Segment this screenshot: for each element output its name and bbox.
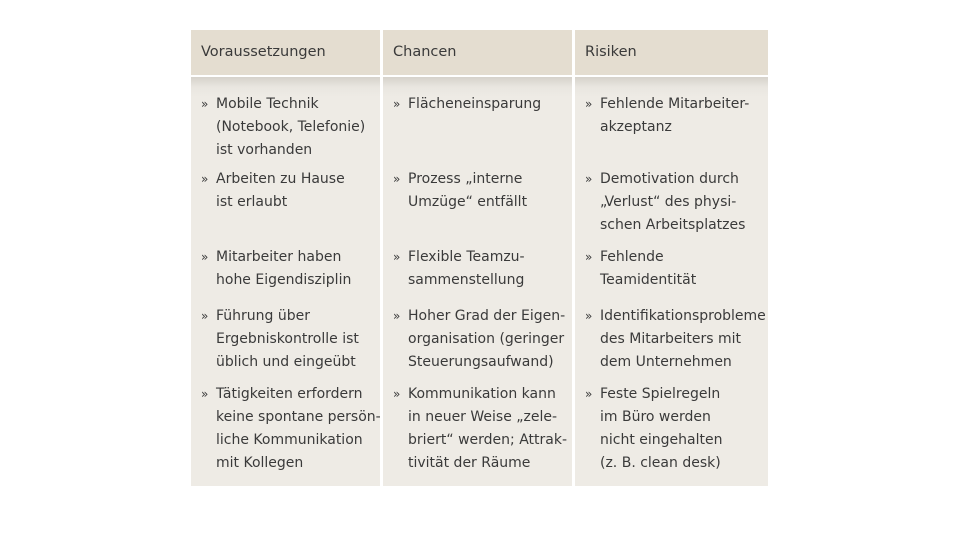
cell-text xyxy=(408,168,568,214)
bullet-icon: » xyxy=(393,387,401,401)
cell-text-line: sammenstellung xyxy=(408,272,525,288)
cell-text-line: Umzüge“ entfällt xyxy=(408,194,528,210)
cell-text-line: Tätigkeiten erfordern xyxy=(216,386,363,402)
bullet-icon: » xyxy=(585,172,593,186)
cell-text xyxy=(600,383,764,475)
cell-text-line: Demotivation durch xyxy=(600,171,739,187)
cell-text-line: akzeptanz xyxy=(600,119,672,135)
cell-chancen xyxy=(383,238,572,300)
cell-text-line: im Büro werden xyxy=(600,409,711,425)
cell-text-line: Mitarbeiter haben xyxy=(216,249,342,265)
cell-risiken xyxy=(575,375,768,486)
cell-text-line: keine spontane persön- xyxy=(216,409,381,425)
bullet-icon: » xyxy=(201,387,209,401)
cell-text-line: des Mitarbeiters mit xyxy=(600,331,742,347)
cell-text-line: Fehlende Mitarbeiter- xyxy=(600,96,750,112)
cell-text xyxy=(216,383,381,475)
cell-text-line: Feste Spielregeln xyxy=(600,386,721,402)
cell-chancen xyxy=(383,297,572,382)
cell-voraussetzungen xyxy=(191,238,380,300)
cell-text-line: Führung über xyxy=(216,308,311,324)
cell-text-line: dem Unternehmen xyxy=(600,354,732,370)
cell-text-line: schen Arbeitsplatzes xyxy=(600,217,746,233)
cell-risiken xyxy=(575,297,768,382)
cell-text xyxy=(216,93,376,162)
cell-text-line: briert“ werden; Attrak- xyxy=(408,432,568,448)
cell-text-line: hohe Eigendisziplin xyxy=(216,272,352,288)
cell-text xyxy=(600,305,764,374)
bullet-icon: » xyxy=(393,250,401,264)
cell-text-line: Ergebniskontrolle ist xyxy=(216,331,359,347)
cell-voraussetzungen xyxy=(191,375,380,486)
cell-text-line: Fehlende xyxy=(600,249,664,265)
cell-text-line: tivität der Räume xyxy=(408,455,531,471)
bullet-icon: » xyxy=(585,97,593,111)
cell-text xyxy=(600,168,764,237)
bullet-icon: » xyxy=(585,250,593,264)
cell-voraussetzungen xyxy=(191,77,380,170)
cell-text-line: üblich und eingeübt xyxy=(216,354,356,370)
cell-text-line: ist erlaubt xyxy=(216,194,288,210)
cell-text-line: mit Kollegen xyxy=(216,455,304,471)
cell-risiken xyxy=(575,77,768,170)
bullet-icon: » xyxy=(393,309,401,323)
cell-text xyxy=(408,305,568,374)
cell-text-line: ist vorhanden xyxy=(216,142,313,158)
header-voraussetzungen: Voraussetzungen xyxy=(191,30,380,75)
bullet-icon: » xyxy=(393,172,401,186)
bullet-icon: » xyxy=(201,250,209,264)
cell-text-line: Mobile Technik xyxy=(216,96,319,112)
cell-chancen xyxy=(383,375,572,486)
header-risiken: Risiken xyxy=(575,30,768,75)
cell-text-line: Teamidentität xyxy=(600,272,697,288)
cell-chancen xyxy=(383,160,572,245)
cell-text-line: Identifikationsprobleme xyxy=(600,308,766,324)
cell-risiken xyxy=(575,160,768,245)
bullet-icon: » xyxy=(201,97,209,111)
cell-voraussetzungen xyxy=(191,160,380,245)
table-header-row xyxy=(191,30,768,75)
cell-text xyxy=(600,246,764,292)
cell-text-line: Hoher Grad der Eigen- xyxy=(408,308,566,324)
table-row xyxy=(191,160,768,235)
cell-text-line: (Notebook, Telefonie) xyxy=(216,119,366,135)
bullet-icon: » xyxy=(201,309,209,323)
cell-text-line: Arbeiten zu Hause xyxy=(216,171,345,187)
bullet-icon: » xyxy=(585,309,593,323)
cell-text xyxy=(216,246,376,292)
cell-text-line: Prozess „interne xyxy=(408,171,523,187)
table-body xyxy=(191,77,768,486)
cell-text-line: in neuer Weise „zele- xyxy=(408,409,558,425)
table-row xyxy=(191,238,768,294)
cell-text-line: Flexible Teamzu- xyxy=(408,249,525,265)
cell-text-line: „Verlust“ des physi- xyxy=(600,194,737,210)
cell-voraussetzungen xyxy=(191,297,380,382)
cell-text xyxy=(408,93,568,116)
cell-text-line: liche Kommunikation xyxy=(216,432,363,448)
header-chancen: Chancen xyxy=(383,30,572,75)
table-row xyxy=(191,77,768,157)
cell-text xyxy=(408,246,568,292)
cell-text-line: Kommunikation kann xyxy=(408,386,556,402)
cell-text xyxy=(408,383,568,475)
cell-text xyxy=(216,168,376,214)
table-row xyxy=(191,375,768,486)
cell-text-line: nicht eingehalten xyxy=(600,432,723,448)
table-row xyxy=(191,297,768,372)
cell-chancen xyxy=(383,77,572,170)
cell-text xyxy=(600,93,764,139)
bullet-icon: » xyxy=(393,97,401,111)
cell-text xyxy=(216,305,376,374)
cell-text-line: Steuerungsaufwand) xyxy=(408,354,554,370)
bullet-icon: » xyxy=(201,172,209,186)
cell-text-line: organisation (geringer xyxy=(408,331,565,347)
cell-text-line: Flächeneinsparung xyxy=(408,96,542,112)
cell-text-line: (z. B. clean desk) xyxy=(600,455,721,471)
bullet-icon: » xyxy=(585,387,593,401)
comparison-table xyxy=(191,30,768,489)
cell-risiken xyxy=(575,238,768,300)
